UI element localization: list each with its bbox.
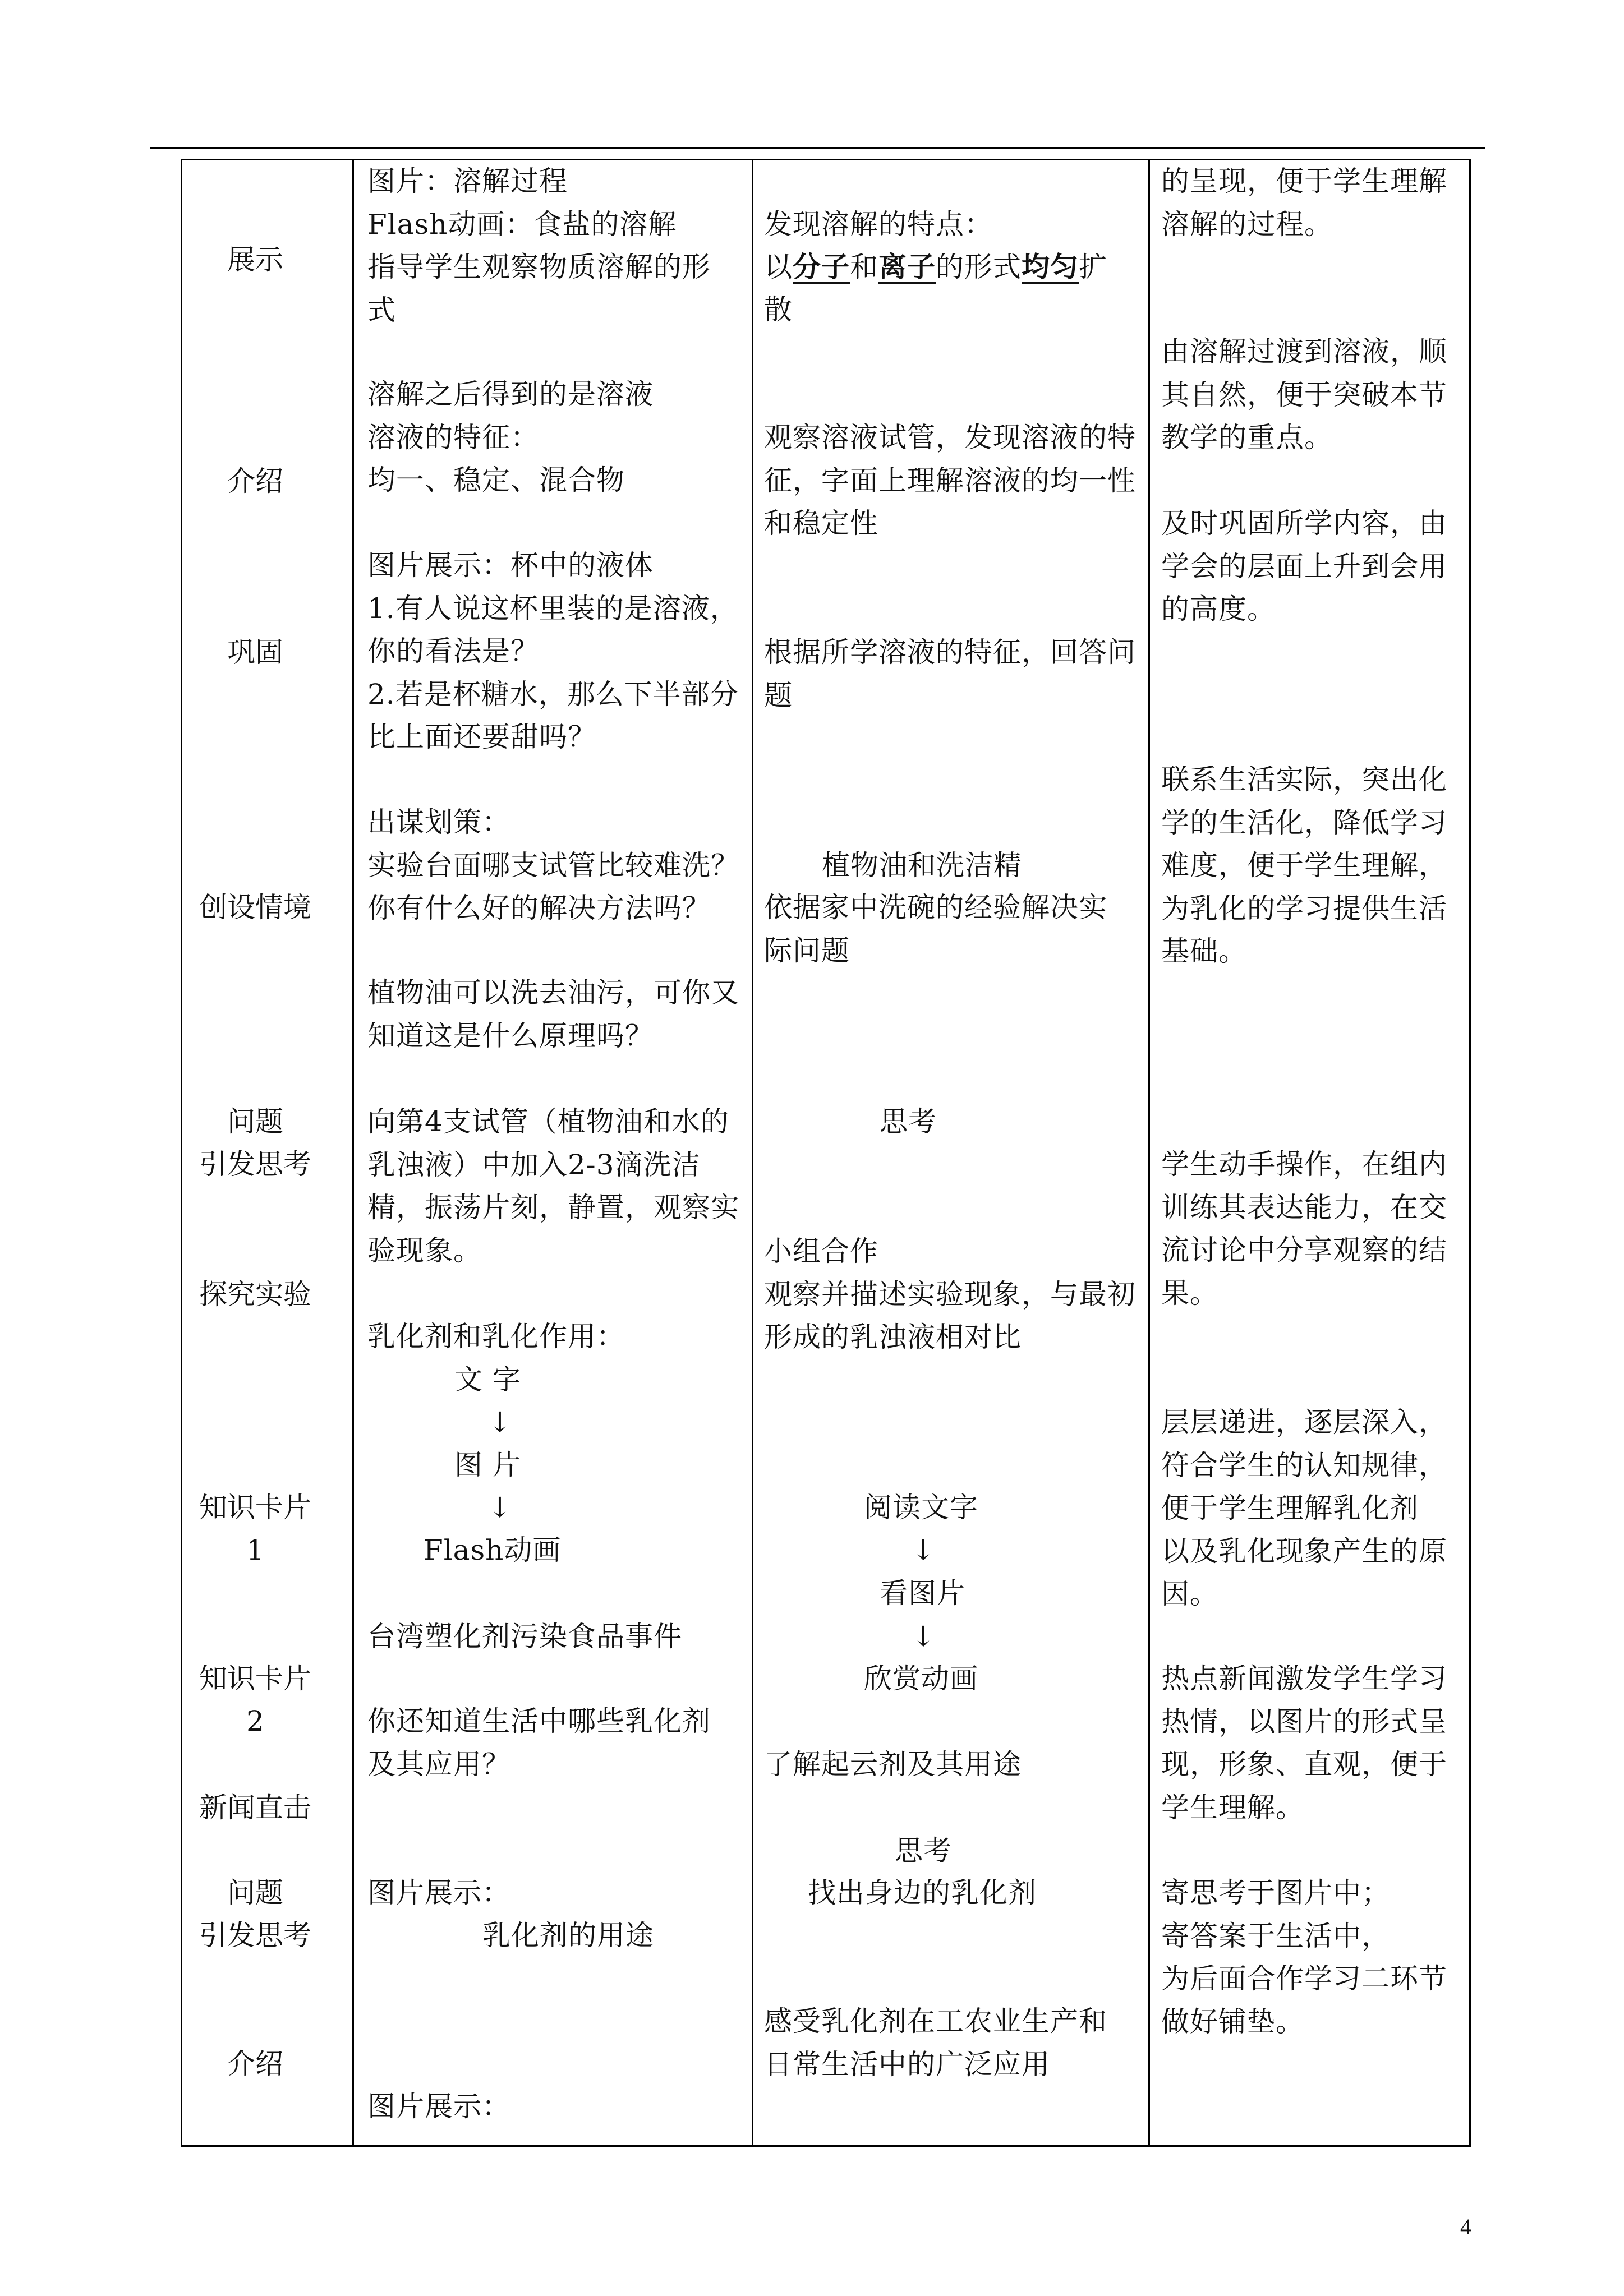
student-display-text: 发现溶解的特点： xyxy=(764,208,993,241)
student-news-text: 了解起云剂及其用途 xyxy=(764,1748,1022,1781)
emulsifier-use-label: 乳化剂的用途 xyxy=(482,1919,654,1952)
teacher-consolidate-text: 图片展示：杯中的液体 1.有人说这杯里装的是溶液， 你的看法是？ 2.若是杯糖水，那么下半部分 比上面还要甜吗？ xyxy=(367,549,739,753)
student-flow-read: 阅读文字 xyxy=(864,1491,978,1524)
card1-title: 乳化剂和乳化作用： xyxy=(367,1320,625,1353)
card1-flow-flash: Flash动画 xyxy=(424,1534,562,1566)
page-number: 4 xyxy=(1460,2214,1471,2239)
stage-label: 2 xyxy=(246,1705,264,1737)
stage-label: 引发思考 xyxy=(199,1919,311,1952)
column-divider xyxy=(1148,160,1150,2145)
stage-label: 介绍 xyxy=(227,465,283,497)
down-arrow-icon: ↓ xyxy=(488,1406,512,1439)
design-intent-text: 的呈现，便于学生理解 溶解的过程。 xyxy=(1161,165,1447,241)
student-find-text: 找出身边的乳化剂 xyxy=(808,1877,1037,1909)
stage-label: 介绍 xyxy=(227,2048,283,2080)
stage-label: 引发思考 xyxy=(199,1148,311,1181)
down-arrow-icon: ↓ xyxy=(912,1534,936,1566)
teacher-display-text: 图片：溶解过程 Flash动画：食盐的溶解 指导学生观察物质溶解的形 式 xyxy=(367,165,711,326)
stage-label: 创设情境 xyxy=(199,891,311,924)
stage-label: 知识卡片 xyxy=(199,1491,311,1524)
student-scenario-title: 植物油和洗洁精 xyxy=(822,849,1022,882)
student-flow-animation: 欣赏动画 xyxy=(864,1662,978,1695)
stage-label: 巩固 xyxy=(227,636,283,668)
stage-label: 1 xyxy=(246,1534,264,1566)
student-display-feature: 以分子和离子的形式均匀扩 xyxy=(764,250,1107,283)
design-intent-text: 联系生活实际，突出化 学的生活化，降低学习 难度，便于学生理解， 为乳化的学习提供生活 基础。 xyxy=(1161,763,1447,967)
stage-label: 探究实验 xyxy=(199,1278,311,1311)
down-arrow-icon: ↓ xyxy=(488,1491,512,1524)
design-intent-text: 寄思考于图片中； 寄答案于生活中， 为后面合作学习二环节 做好铺垫。 xyxy=(1161,1877,1447,2038)
header-rule xyxy=(150,147,1485,149)
stage-label: 问题 xyxy=(227,1105,283,1138)
picture-show-label: 图片展示： xyxy=(367,1877,510,1909)
student-consolidate-text: 根据所学溶液的特征，回答问 题 xyxy=(764,636,1136,712)
design-intent-text: 学生动手操作，在组内 训练其表达能力，在交 流讨论中分享观察的结 果。 xyxy=(1161,1148,1447,1310)
teacher-experiment-text: 向第4支试管（植物油和水的 乳浊液）中加入2-3滴洗洁 精，振荡片刻，静置，观察实 验现象。 xyxy=(367,1105,739,1267)
student-scenario-text: 依据家中洗碗的经验解决实 际问题 xyxy=(764,891,1107,967)
column-divider xyxy=(352,160,354,2145)
stage-label: 新闻直击 xyxy=(199,1791,311,1824)
design-intent-text: 由溶解过渡到溶液，顺 其自然，便于突破本节 教学的重点。 xyxy=(1161,335,1447,454)
card1-flow-text: 文 字 xyxy=(454,1363,521,1396)
down-arrow-icon: ↓ xyxy=(912,1620,936,1653)
student-think-text-2: 思考 xyxy=(895,1834,952,1867)
teacher-question-text: 植物油可以洗去油污，可你又 知道这是什么原理吗？ xyxy=(367,976,739,1052)
card1-flow-image: 图 片 xyxy=(454,1449,521,1481)
student-think-text: 思考 xyxy=(880,1105,937,1138)
student-experiment-text: 小组合作 观察并描述实验现象，与最初 形成的乳浊液相对比 xyxy=(764,1235,1136,1353)
student-feel-text: 感受乳化剂在工农业生产和 日常生活中的广泛应用 xyxy=(764,2005,1107,2081)
news-question: 你还知道生活中哪些乳化剂 及其应用？ xyxy=(367,1705,711,1781)
stage-label: 问题 xyxy=(227,1877,283,1909)
column-divider xyxy=(752,160,753,2145)
design-intent-text: 热点新闻激发学生学习 热情，以图片的形式呈 现，形象、直观，便于 学生理解。 xyxy=(1161,1662,1447,1824)
stage-label: 展示 xyxy=(227,243,283,276)
student-display-text-end: 散 xyxy=(764,293,793,326)
design-intent-text: 层层递进，逐层深入， 符合学生的认知规律， 便于学生理解乳化剂 以及乳化现象产生的原 因。 xyxy=(1161,1406,1447,1610)
picture-show-label-2: 图片展示： xyxy=(367,2090,510,2123)
teacher-intro-text: 溶解之后得到的是溶液 溶液的特征： 均一、稳定、混合物 xyxy=(367,378,654,496)
teacher-scenario-text: 出谋划策： 实验台面哪支试管比较难洗？ 你有什么好的解决方法吗？ xyxy=(367,806,739,924)
student-flow-view: 看图片 xyxy=(880,1577,965,1610)
student-intro-text: 观察溶液试管，发现溶液的特 征，字面上理解溶液的均一性 和稳定性 xyxy=(764,421,1136,540)
news-headline: 台湾塑化剂污染食品事件 xyxy=(367,1620,682,1653)
stage-label: 知识卡片 xyxy=(199,1662,311,1695)
design-intent-text: 及时巩固所学内容，由 学会的层面上升到会用 的高度。 xyxy=(1161,507,1447,625)
